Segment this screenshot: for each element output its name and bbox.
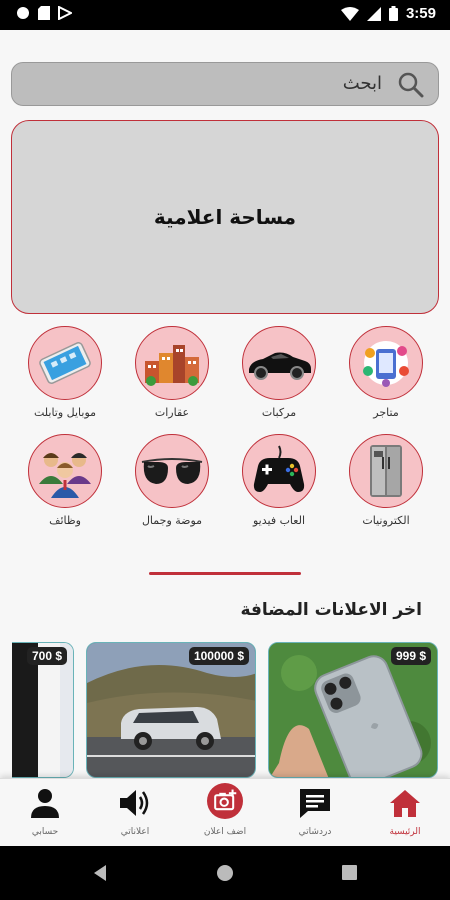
section-divider	[149, 572, 301, 575]
nav-account[interactable]	[0, 779, 90, 846]
category-label: موبايل وتابلت	[33, 406, 97, 419]
search-bar[interactable]	[11, 62, 439, 106]
people-icon	[35, 444, 95, 498]
category-label: متاجر	[373, 406, 399, 419]
category-video-games[interactable]	[229, 434, 329, 527]
category-shops[interactable]	[336, 326, 436, 419]
buildings-icon	[141, 335, 203, 391]
price-badge: 999 $	[391, 647, 431, 665]
category-label: موضة وجمال	[141, 514, 203, 527]
nav-label: اعلاناتي	[120, 827, 150, 837]
ad-card-phone[interactable]	[268, 642, 438, 778]
category-label: وظائف	[49, 514, 81, 527]
chat-icon	[298, 787, 332, 819]
nav-label: حسابي	[31, 827, 59, 837]
notification-dot-icon	[16, 6, 30, 20]
system-navigation-bar	[0, 846, 450, 900]
category-label: مركبات	[261, 406, 297, 419]
home-button-icon[interactable]	[216, 864, 234, 882]
nav-add-ad[interactable]	[180, 779, 270, 846]
nav-my-ads[interactable]	[90, 779, 180, 846]
category-fashion-beauty[interactable]	[122, 434, 222, 527]
category-mobile-tablet[interactable]	[15, 326, 115, 419]
add-photo-icon	[207, 779, 243, 823]
ad-banner-text: مساحة اعلامية	[153, 205, 297, 229]
speaker-icon	[118, 787, 152, 819]
category-electronics[interactable]	[336, 434, 436, 527]
category-label: الكترونيات	[362, 514, 410, 527]
price-badge: 100000 $	[189, 647, 249, 665]
recents-icon[interactable]	[342, 865, 357, 880]
person-icon	[30, 788, 60, 818]
section-title: اخر الاعلانات المضافة	[240, 600, 422, 620]
home-icon	[389, 788, 421, 818]
category-jobs[interactable]	[15, 434, 115, 527]
fridge-icon	[366, 443, 406, 499]
category-label: عقارات	[154, 406, 190, 419]
gamepad-icon	[250, 444, 308, 498]
search-icon[interactable]	[398, 72, 424, 98]
clock: 3:59	[405, 5, 436, 22]
signal-icon	[367, 7, 381, 21]
search-input[interactable]: ابحث	[342, 73, 382, 94]
status-bar	[0, 0, 450, 30]
nav-home[interactable]	[360, 779, 450, 846]
ad-card-console[interactable]	[12, 642, 74, 778]
price-badge: 700 $	[27, 647, 67, 665]
bottom-navigation	[0, 778, 450, 846]
category-vehicles[interactable]	[229, 326, 329, 419]
back-icon[interactable]	[92, 864, 108, 882]
home-screen	[0, 30, 450, 846]
sunglasses-icon	[140, 454, 204, 488]
nav-label: دردشاتي	[298, 827, 332, 837]
nav-label: الرئيسية	[389, 827, 421, 837]
mobile-icon	[34, 338, 96, 388]
battery-icon	[389, 6, 398, 21]
play-store-icon	[58, 6, 72, 20]
nav-chats[interactable]	[270, 779, 360, 846]
ad-card-car[interactable]	[86, 642, 256, 778]
category-label: العاب فيديو	[252, 514, 305, 527]
nav-label: اضف اعلان	[203, 827, 247, 837]
wifi-icon	[341, 7, 359, 21]
sim-card-icon	[38, 6, 50, 20]
car-icon	[245, 343, 313, 383]
category-real-estate[interactable]	[122, 326, 222, 419]
shops-icon	[358, 335, 414, 391]
ad-banner[interactable]	[11, 120, 439, 314]
